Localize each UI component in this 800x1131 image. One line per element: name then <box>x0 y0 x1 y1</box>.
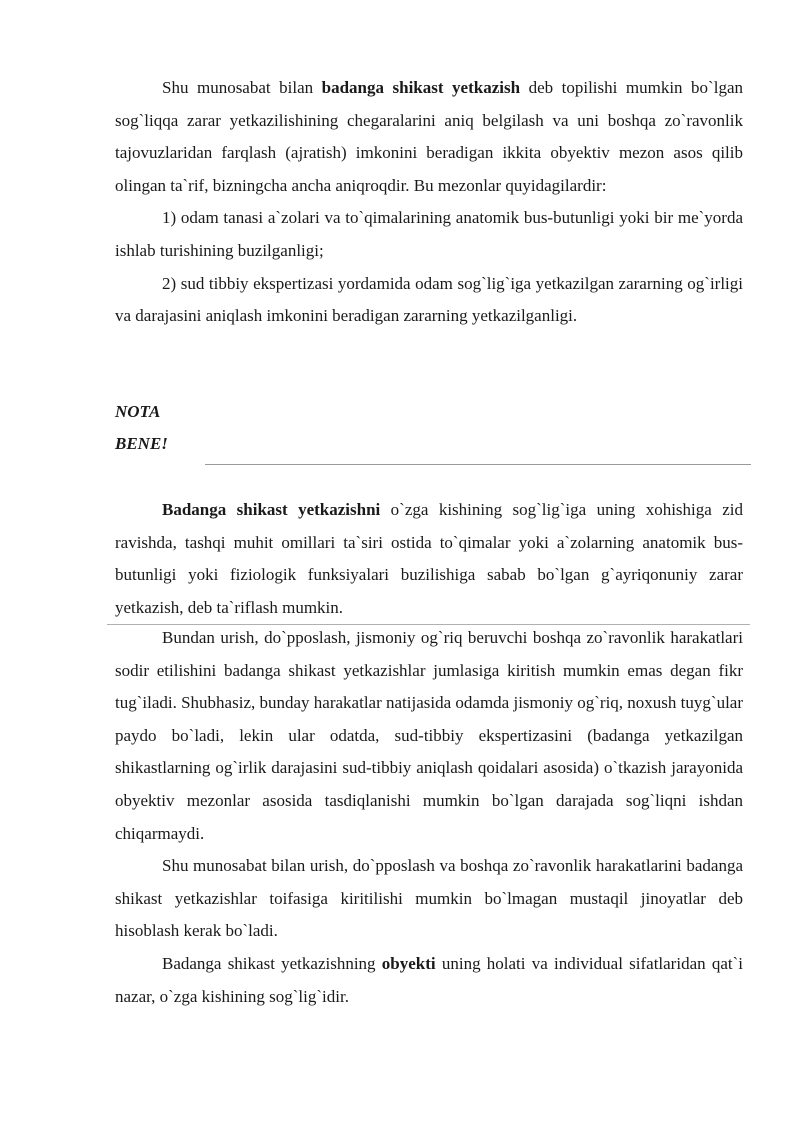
main-paragraph-3 <box>115 948 743 1013</box>
object-bold-term: obyekti <box>381 953 436 973</box>
main-paragraph-2: Shu munosabat bilan urish, do`pposlash va boshqa zo`ravonlik harakatlarini badanga shikast yetkazishlar toifasiga kiritilishi mumkin bo`lmagan mustaqil jinoyatlar deb hisoblash kerak bo`ladi. <box>115 856 743 941</box>
intro-section <box>115 72 743 333</box>
criterion-item-2: 2) sud tibbiy ekspertizasi yordamida odam sog`lig`iga yetkazilgan zararning og`irligi va darajasini aniqlash imkonini beradigan zararning yetkazilganligi. <box>115 273 743 326</box>
definition-paragraph <box>115 494 743 624</box>
object-text-start: Badanga shikast yetkazishning <box>162 953 382 973</box>
definition-text: o`zga kishining sog`lig`iga uning xohishiga zid ravishda, tashqi muhit omillari ta`siri ostida to`qimalar yoki a`zolarning anatomik bus-butunligi yoki fiziologik funksiyalari buzilishiga sabab bo`lgan g`ayriqonuniy zarar yetkazish, deb ta`riflash mumkin. <box>115 500 743 617</box>
object-text-end: uning holati va individual sifatlaridan qat`i nazar, o`zga kishining sog`lig`idir. <box>115 953 743 1006</box>
intro-text-end: deb topilishi mumkin bo`lgan sog`liqqa zarar yetkazilishining chegaralarini aniq belgilash va uni boshqa zo`ravonlik tajovuzlaridan farqlash (ajratish) imkonini beradigan ikkita obyektiv mezon asos qilib olingan ta`rif, bizningcha ancha aniqroqdir. Bu mezonlar quyidagilardir: <box>115 78 743 195</box>
main-paragraph-1: Bundan urish, do`pposlash, jismoniy og`riq beruvchi boshqa zo`ravonlik harakatlari sodir etilishini badanga shikast yetkazishlar jumlasiga kiritish mumkin emas degan fikr tug`iladi. Shubhasiz, bunday harakatlar natijasida odamda jismoniy og`riq, noxush tuyg`ular paydo bo`ladi, lekin ular odatda, sud-tibbiy ekspertizasini (badanga yetkazilgan shikastlarning og`irlik darajasini sud-tibbiy aniqlash qoidalari asosida) o`tkazish jarayonida obyektiv mezonlar asosida tasdiqlanishi mumkin bo`lgan darajada sog`liqni ishdan chiqarmaydi. <box>115 628 743 843</box>
intro-paragraph <box>115 72 743 202</box>
definition-box <box>115 494 743 624</box>
main-section <box>115 622 743 1013</box>
criterion-item-1: 1) odam tanasi a`zolari va to`qimalarining anatomik bus-butunligi yoki bir me`yorda ishlab turishining buzilganligi; <box>115 208 743 260</box>
nota-bene-label <box>115 396 168 460</box>
nota-bene-line-1: NOTA <box>115 402 161 421</box>
definition-bold-term: Badanga shikast yetkazishni <box>162 500 381 519</box>
intro-bold-term: badanga shikast yetkazish <box>321 78 521 97</box>
nota-bene-divider <box>205 464 751 465</box>
intro-text-start: Shu munosabat bilan <box>162 78 322 97</box>
nota-bene-line-2: BENE! <box>115 434 168 453</box>
